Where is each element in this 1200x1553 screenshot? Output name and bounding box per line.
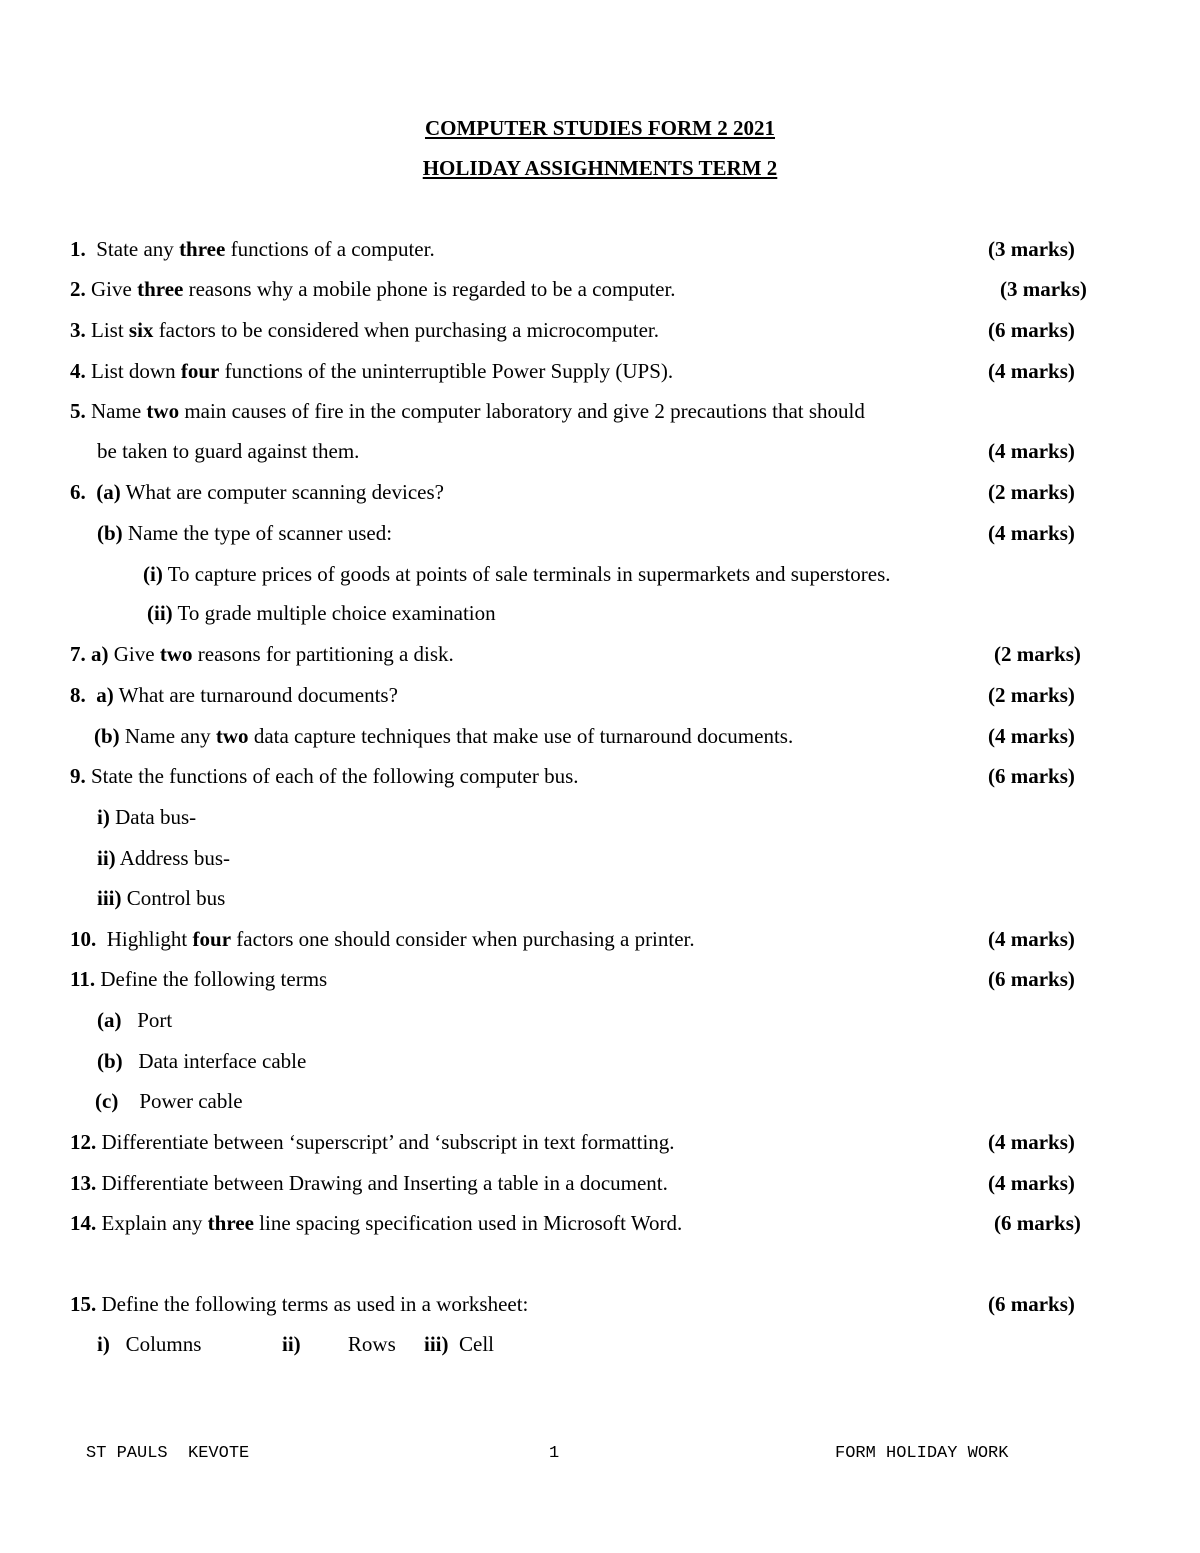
question-6b: (b) Name the type of scanner used: (97, 521, 393, 545)
question-11-c: (c) Power cable (95, 1089, 243, 1113)
question-8a: 8. a) What are turnaround documents? (70, 683, 398, 707)
question-14: 14. Explain any three line spacing specification used in Microsoft Word. (70, 1211, 683, 1235)
question-15-iii: iii) Cell (424, 1332, 494, 1356)
document-title: COMPUTER STUDIES FORM 2 2021 (424, 116, 776, 140)
question-3: 3. List six factors to be considered when purchasing a microcomputer. (70, 318, 660, 342)
question-11-a: (a) Port (97, 1008, 173, 1032)
question-15-i: i) Columns (97, 1332, 202, 1356)
question-5-continuation: be taken to guard against them. (97, 439, 360, 463)
question-number: 11. (70, 967, 96, 991)
marks-label: (3 marks) (1000, 277, 1087, 301)
marks-label: (6 marks) (994, 1211, 1081, 1235)
question-number: 10. (70, 927, 97, 951)
question-number: 12. (70, 1130, 97, 1154)
question-9: 9. State the functions of each of the following computer bus. (70, 764, 579, 788)
question-7: 7. a) Give two reasons for partitioning a disk. (70, 642, 454, 666)
question-13: 13. Differentiate between Drawing and Inserting a table in a document. (70, 1171, 668, 1195)
question-number: 13. (70, 1171, 97, 1195)
question-number: 8. (70, 683, 86, 707)
question-11-b: (b) Data interface cable (97, 1049, 307, 1073)
question-number: 7. (70, 642, 86, 666)
question-5: 5. Name two main causes of fire in the computer laboratory and give 2 precautions that should (70, 399, 865, 423)
marks-label: (4 marks) (988, 927, 1075, 951)
question-1: 1. State any three functions of a computer. (70, 237, 435, 261)
question-2: 2. Give three reasons why a mobile phone is regarded to be a computer. (70, 277, 676, 301)
question-number: 2. (70, 277, 86, 301)
question-number: 14. (70, 1211, 97, 1235)
question-6a: 6. (a) What are computer scanning devices? (70, 480, 444, 504)
question-6b-i: (i) To capture prices of goods at points of sale terminals in supermarkets and superstores. (143, 562, 891, 586)
footer-school: ST PAULS KEVOTE (86, 1444, 250, 1463)
marks-label: (6 marks) (988, 318, 1075, 342)
question-8b: (b) Name any two data capture techniques that make use of turnaround documents. (94, 724, 794, 748)
marks-label: (4 marks) (988, 359, 1075, 383)
question-4: 4. List down four functions of the uninterruptible Power Supply (UPS). (70, 359, 674, 383)
question-9-ii: ii) Address bus- (97, 846, 231, 870)
marks-label: (6 marks) (988, 1292, 1075, 1316)
question-number: 3. (70, 318, 86, 342)
question-number: 15. (70, 1292, 97, 1316)
document-subtitle: HOLIDAY ASSIGHNMENTS TERM 2 (422, 156, 778, 180)
footer-label: FORM HOLIDAY WORK (835, 1444, 1009, 1463)
marks-label: (6 marks) (988, 967, 1075, 991)
marks-label: (3 marks) (988, 237, 1075, 261)
marks-label: (2 marks) (988, 480, 1075, 504)
question-number: 4. (70, 359, 86, 383)
question-15: 15. Define the following terms as used in a worksheet: (70, 1292, 529, 1316)
question-number: 6. (70, 480, 86, 504)
question-6b-ii: (ii) To grade multiple choice examination (147, 601, 496, 625)
question-10: 10. Highlight four factors one should consider when purchasing a printer. (70, 927, 695, 951)
question-11: 11. Define the following terms (70, 967, 328, 991)
marks-label: (2 marks) (988, 683, 1075, 707)
marks-label: (2 marks) (994, 642, 1081, 666)
marks-label: (4 marks) (988, 1171, 1075, 1195)
question-9-iii: iii) Control bus (97, 886, 226, 910)
marks-label: (6 marks) (988, 764, 1075, 788)
footer-page-number: 1 (549, 1444, 560, 1463)
question-number: 1. (70, 237, 86, 261)
question-9-i: i) Data bus- (97, 805, 197, 829)
marks-label: (4 marks) (988, 724, 1075, 748)
marks-label: (4 marks) (988, 439, 1075, 463)
question-12: 12. Differentiate between ‘superscript’ and ‘subscript in text formatting. (70, 1130, 675, 1154)
question-number: 5. (70, 399, 86, 423)
question-number: 9. (70, 764, 86, 788)
marks-label: (4 marks) (988, 1130, 1075, 1154)
marks-label: (4 marks) (988, 521, 1075, 545)
question-15-ii: ii) Rows (282, 1332, 396, 1356)
